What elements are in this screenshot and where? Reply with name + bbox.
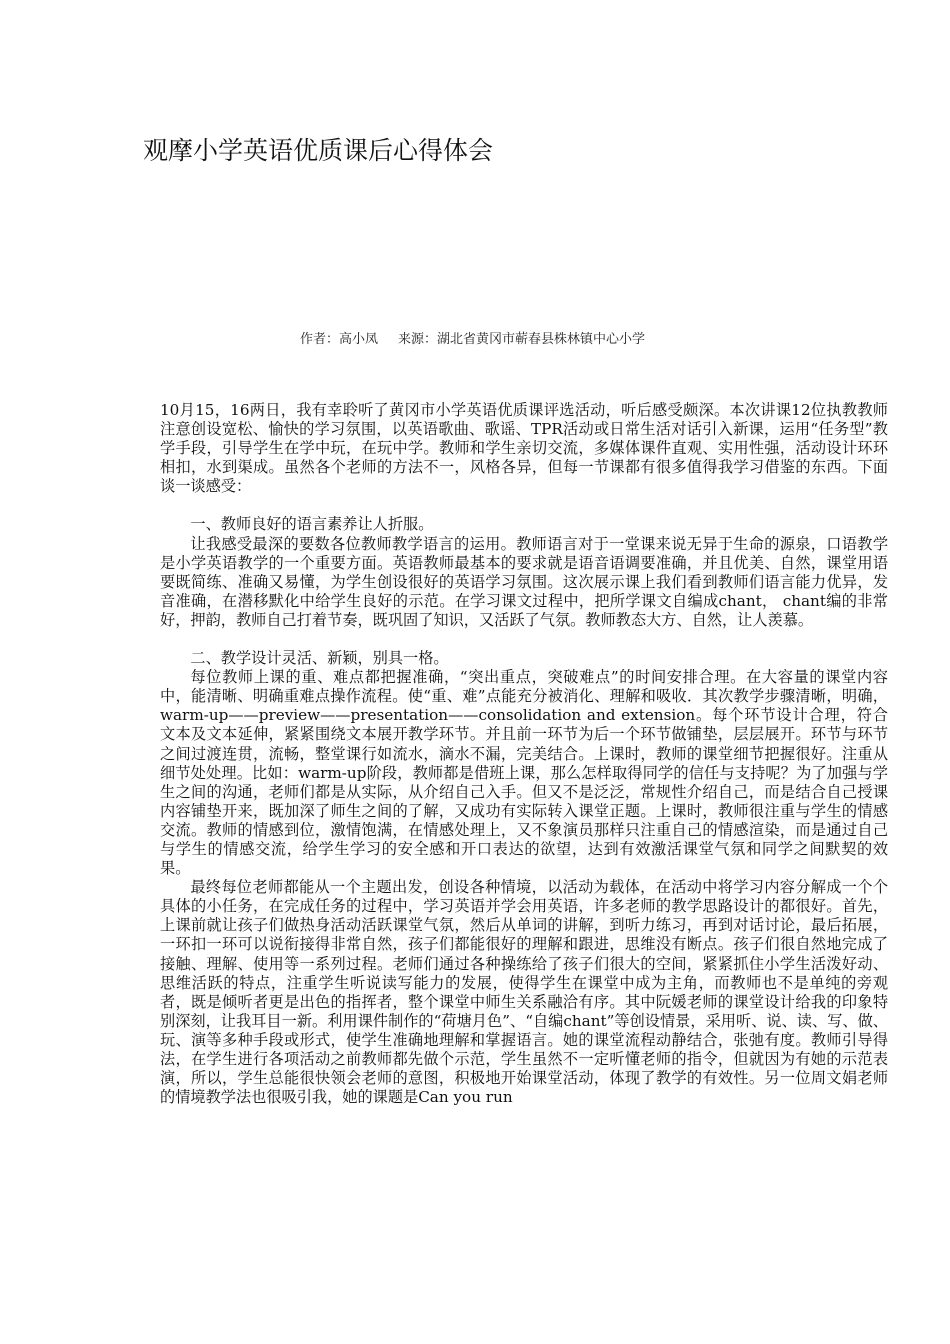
section-heading-2: 二、教学设计灵活、新颖，别具一格。 (190, 649, 449, 668)
byline (300, 330, 645, 350)
page-title: 观摩小学英语优质课后心得体会 (143, 136, 494, 165)
paragraph-section-2b: 最终每位老师都能从一个主题出发，创设各种情境，以活动为载体，在活动中将学习内容分解成一个个具体的小任务，在完成任务的过程中，学习英语并学会用英语，许多老师的教学思路设计的都很好。首先，上课前就让孩子们做热身活动活跃课堂气氛，然后从单词的讲解，到听力练习，再到对话讨论，最后拓展，一环扣一环可以说衔接得非常自然，孩子们都能很好的理解和跟进，思维没有断点。孩子们很自然地完成了接触、理解、使用等一系列过程。老师们通过各种操练给了孩子们很大的空间，紧紧抓住小学生活泼好动、思维活跃的特点，注重学生听说读写能力的发展，使得学生在课堂中成为主角，而教师也不是单纯的旁观者，既是倾听者更是出色的指挥者，整个课堂中师生关系融洽有序。其中阮媛老师的课堂设计给我的印象特别深刻，让我耳目一新。利用课件制作的“荷塘月色”、“自编chant”等创设情景，采用听、说、读、写、做、玩、演等多种手段或形式，使学生准确地理解和掌握语言。她的课堂流程动静结合，张弛有度。教师引导得法，在学生进行各项活动之前教师都先做个示范，学生虽然不一定听懂老师的指令，但就因为有她的示范表演，所以，学生总能很快领会老师的意图，积极地开始课堂活动，体现了教学的有效性。另一位周文娟老师的情境教学法也很吸引我，她的课题是Can you run (160, 878, 888, 1107)
paragraph-intro: 10月15，16两日，我有幸聆听了黄冈市小学英语优质课评选活动，听后感受颇深。本次讲课12位执教教师注意创设宽松、愉快的学习氛围，以英语歌曲、歌谣、TPR活动或日常生活对话引入新课，运用“任务型”教学手段，引导学生在学中玩，在玩中学。教师和学生亲切交流，多媒体课件直观、实用性强，活动设计环环相扣，水到渠成。虽然各个老师的方法不一，风格各异，但每一节课都有很多值得我学习借鉴的东西。下面谈一谈感受： (160, 401, 888, 496)
article-body (160, 401, 888, 1107)
paragraph-section-2a: 每位教师上课的重、难点都把握准确，“突出重点，突破难点”的时间安排合理。在大容量的课堂内容中，能清晰、明确重难点操作流程。使“重、难”点能充分被消化、理解和吸收．其次教学步骤清晰，明确，warm-up——preview——presentation——consolidation and extension。每个环节设计合理，符合文本及文本延伸，紧紧围绕文本展开教学环节。并且前一环节为后一个环节做铺垫，层层展开。环节与环节之间过渡连贯，流畅，整堂课行如流水，滴水不漏，完美结合。上课时，教师的课堂细节把握很好。注重从细节处处理。比如：warm-up阶段，教师都是借班上课，那么怎样取得同学的信任与支持呢？为了加强与学生之间的沟通，老师们都是从实际，从介绍自己入手。但又不是泛泛，常规性介绍自己，而是结合自己授课内容铺垫开来，既加深了师生之间的了解，又成功有实际转入课堂正题。上课时，教师很注重与学生的情感交流。教师的情感到位，激情饱满，在情感处理上，又不象演员那样只注重自己的情感渲染，而是通过自己与学生的情感交流，给学生学习的安全感和开口表达的欲望，达到有效激活课堂气氛和同学之间默契的效果。 (160, 668, 888, 878)
author-text: 作者：高小凤 (300, 332, 379, 347)
paragraph-section-1: 让我感受最深的要数各位教师教学语言的运用。教师语言对于一堂课来说无异于生命的源泉，口语教学是小学英语教学的一个重要方面。英语教师最基本的要求就是语音语调要准确，并且优美、自然，课堂用语要既简练、准确又易懂，为学生创设很好的英语学习氛围。这次展示课上我们看到教师们语言能力优异，发音准确，在潜移默化中给学生良好的示范。在学习课文过程中，把所学课文自编成chant， chant编的非常好，押韵，教师自己打着节奏，既巩固了知识，又活跃了气氛。教师教态大方、自然，让人羡慕。 (160, 534, 888, 629)
section-heading-1: 一、教师良好的语言素养让人折服。 (190, 515, 434, 534)
source-text: 来源：湖北省黄冈市蕲春县株林镇中心小学 (398, 332, 646, 347)
